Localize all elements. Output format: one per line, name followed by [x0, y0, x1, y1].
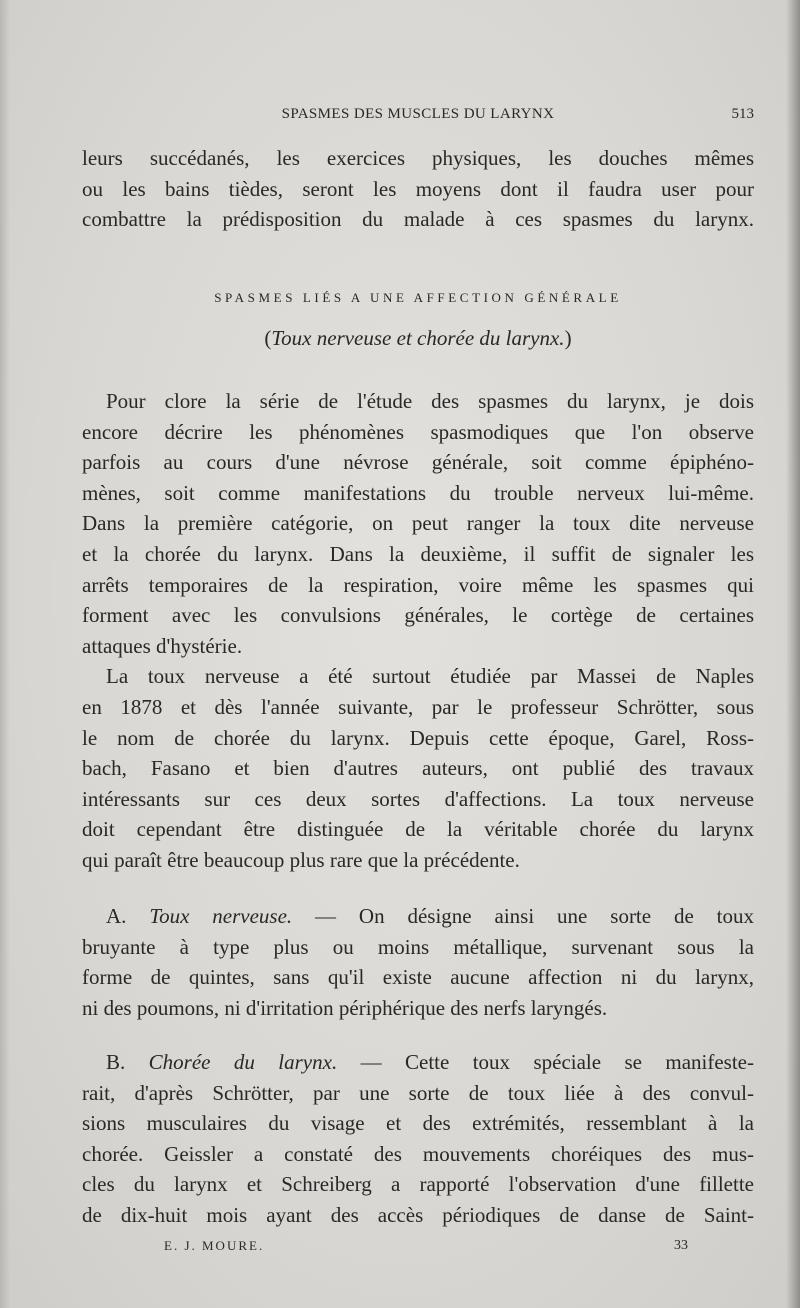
- paragraph-b-label: B.: [106, 1050, 126, 1074]
- page-number: 513: [731, 106, 754, 122]
- text-line: parfois au cours d'une névrose générale, soit comme épiphéno-: [82, 450, 754, 475]
- scan-shadow-right: [786, 0, 800, 1308]
- text-line: [82, 1047, 754, 1078]
- running-header: [82, 106, 754, 130]
- paragraph-b-title: Chorée du larynx.: [148, 1050, 338, 1074]
- text-line: La toux nerveuse a été surtout étudiée par Massei de Naples: [106, 664, 754, 689]
- section-subheading: [82, 326, 754, 351]
- footer-signature-number: 33: [674, 1238, 688, 1253]
- text-line: arrêts temporaires de la respiration, voire même les spasmes qui: [82, 572, 754, 597]
- paragraph-b-first-line: — Cette toux spéciale se manifeste-: [360, 1050, 754, 1074]
- text-line: le nom de chorée du larynx. Depuis cette époque, Garel, Ross-: [82, 725, 754, 750]
- text-line: leurs succédanés, les exercices physiques, les douches mêmes: [82, 146, 754, 170]
- running-title: SPASMES DES MUSCLES DU LARYNX: [281, 106, 555, 122]
- text-line: forme de quintes, sans qu'il existe aucune affection ni du larynx,: [82, 965, 754, 990]
- footer-signature: E. J. MOURE.: [164, 1238, 265, 1253]
- intro-paragraph: [82, 143, 754, 235]
- text-line: encore décrire les phénomènes spasmodiques que l'on observe: [82, 419, 754, 444]
- text-line: et la chorée du larynx. Dans la deuxième, il suffit de signaler les: [82, 541, 754, 566]
- text-line: Dans la première catégorie, on peut ranger la toux dite nerveuse: [82, 511, 754, 536]
- text-line: rait, d'après Schrötter, par une sorte de toux liée à des convul-: [82, 1080, 754, 1105]
- text-line: chorée. Geissler a constaté des mouvements choréiques des mus-: [82, 1141, 754, 1166]
- text-line: ou les bains tièdes, seront les moyens dont il faudra user pour: [82, 176, 754, 201]
- subheading-close-paren: ): [564, 326, 572, 350]
- paragraph-a: [82, 901, 754, 1023]
- text-line: bruyante à type plus ou moins métallique, survenant sous la: [82, 934, 754, 959]
- text-line: de dix-huit mois ayant des accès périodiques de danse de Saint-: [82, 1202, 754, 1227]
- text-line: sions musculaires du visage et des extrémités, ressemblant à la: [82, 1111, 754, 1136]
- text-line: forment avec les convulsions générales, le cortège de certaines: [82, 603, 754, 628]
- text-line: doit cependant être distinguée de la véritable chorée du larynx: [82, 817, 754, 842]
- text-line: ni des poumons, ni d'irritation périphérique des nerfs laryngés.: [82, 995, 608, 1020]
- text-line: mènes, soit comme manifestations du trouble nerveux lui-même.: [82, 480, 754, 505]
- text-line: cles du larynx et Schreiberg a rapporté l'observation d'une fillette: [82, 1172, 754, 1197]
- text-line: [82, 901, 754, 932]
- text-line: combattre la prédisposition du malade à ces spasmes du larynx.: [82, 207, 754, 232]
- paragraph-a-first-line: — On désigne ainsi une sorte de toux: [315, 904, 755, 928]
- text-line: intéressants sur ces deux sortes d'affections. La toux nerveuse: [82, 786, 754, 811]
- paragraph-a-label: A.: [106, 904, 127, 928]
- text-line: bach, Fasano et bien d'autres auteurs, ont publié des travaux: [82, 756, 754, 781]
- scan-shadow-left: [0, 0, 10, 1308]
- page-footer: [82, 1238, 754, 1258]
- subheading-italic: Toux nerveuse et chorée du larynx.: [271, 326, 565, 350]
- paragraph-b: [82, 1047, 754, 1231]
- text-line: en 1878 et dès l'année suivante, par le professeur Schrötter, sous: [82, 694, 754, 719]
- text-line: qui paraît être beaucoup plus rare que la précédente.: [82, 847, 520, 872]
- subheading-open-paren: (: [264, 326, 272, 350]
- text-line: attaques d'hystérie.: [82, 633, 243, 658]
- paragraph-a-title: Toux nerveuse.: [149, 904, 293, 928]
- main-paragraphs: [82, 386, 754, 876]
- text-line: Pour clore la série de l'étude des spasmes du larynx, je dois: [106, 389, 754, 413]
- section-heading: SPASMES LIÉS A UNE AFFECTION GÉNÉRALE: [214, 290, 622, 305]
